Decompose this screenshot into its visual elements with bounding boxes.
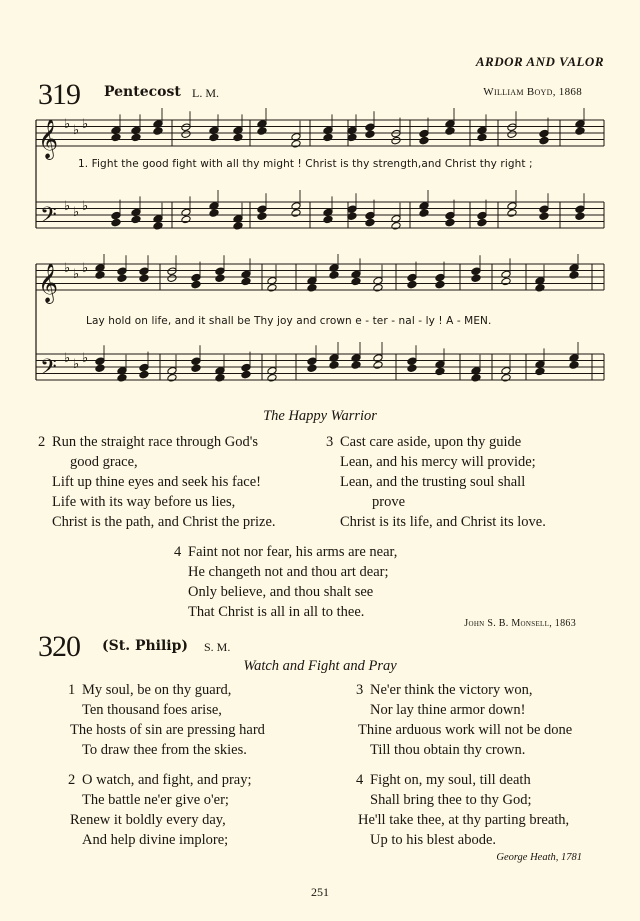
note-head xyxy=(329,264,339,273)
note-head xyxy=(351,361,361,370)
note-head xyxy=(435,273,445,282)
verse-line: Renew it boldly every day, xyxy=(70,812,226,828)
verse-line: He'll take thee, at thy parting breath, xyxy=(358,812,570,828)
note-head xyxy=(181,130,191,139)
treble-clef-icon: 𝄞 xyxy=(38,263,59,303)
verse-line: good grace, xyxy=(70,454,138,470)
note-head xyxy=(257,212,267,221)
verse-line: Nor lay thine armor down! xyxy=(370,702,526,718)
verse-line: Christ is the path, and Christ the prize. xyxy=(52,514,276,530)
section-heading: ARDOR AND VALOR xyxy=(475,54,604,69)
bass-clef-icon: 𝄢 xyxy=(40,355,57,385)
note-head xyxy=(191,273,201,282)
note-head xyxy=(191,364,201,373)
verse-1-320 xyxy=(68,680,265,760)
verse-line: Christ is its life, and Christ its love. xyxy=(340,514,546,530)
note-head xyxy=(233,133,243,142)
note-head xyxy=(323,215,333,224)
note-head xyxy=(95,364,105,373)
note-head xyxy=(181,215,191,224)
hymn-title-319: The Happy Warrior xyxy=(263,408,377,424)
note-head xyxy=(507,202,517,211)
note-head xyxy=(535,284,545,293)
note-head xyxy=(535,367,545,376)
note-head xyxy=(139,274,149,283)
note-head xyxy=(419,209,429,218)
note-head xyxy=(373,284,383,293)
verse-line: He changeth not and thou art dear; xyxy=(188,564,389,580)
verse-line: Lift up thine eyes and seek his face! xyxy=(52,474,261,490)
note-head xyxy=(191,280,201,289)
flat-icon: ♭ xyxy=(82,199,89,214)
note-head xyxy=(419,129,429,138)
verse-4-319 xyxy=(174,542,397,622)
note-head xyxy=(241,370,251,379)
verse-line: Run the straight race through God's xyxy=(52,434,258,450)
author-name: George Heath xyxy=(496,852,556,863)
verse-3-320 xyxy=(356,680,572,760)
note-head xyxy=(307,284,317,293)
note-head xyxy=(291,140,301,149)
lyric-line-2: Lay hold on life, and it shall be Thy joy and crown e - ter - nal - ly ! A - MEN. xyxy=(86,315,492,327)
note-head xyxy=(407,273,417,282)
note-head xyxy=(191,357,201,366)
meter-320: S. M. xyxy=(204,640,231,654)
note-head xyxy=(507,209,517,218)
note-head xyxy=(329,361,339,370)
note-head xyxy=(471,267,481,276)
verse-line: To draw thee from the skies. xyxy=(82,742,247,758)
note-head xyxy=(181,123,191,132)
verse-number: 4 xyxy=(174,544,182,560)
note-head xyxy=(257,127,267,136)
note-head xyxy=(539,129,549,138)
verse-line: The hosts of sin are pressing hard xyxy=(70,722,265,738)
verse-2-319 xyxy=(38,432,276,532)
note-head xyxy=(365,218,375,227)
note-head xyxy=(215,267,225,276)
hymn-title-320: Watch and Fight and Pray xyxy=(243,658,397,674)
verse-line: Ne'er think the victory won, xyxy=(370,682,533,698)
note-head xyxy=(139,370,149,379)
note-head xyxy=(131,215,141,224)
note-head xyxy=(241,277,251,286)
author-year: 1781 xyxy=(561,852,582,863)
note-head xyxy=(117,267,127,276)
note-head xyxy=(435,280,445,289)
note-head xyxy=(323,133,333,142)
note-head xyxy=(391,129,401,138)
hymn-number-319: 319 xyxy=(38,78,80,111)
flat-icon: ♭ xyxy=(82,261,89,276)
tune-name-st-philip: (St. Philip) xyxy=(102,638,189,654)
note-head xyxy=(445,127,455,136)
verse-3-319 xyxy=(326,432,546,532)
note-head xyxy=(391,136,401,145)
note-head xyxy=(117,274,127,283)
verse-line: Life with its way before us lies, xyxy=(52,494,236,510)
note-head xyxy=(365,123,375,132)
author-320: George Heath, 1781 xyxy=(496,852,582,863)
verse-number: 3 xyxy=(356,682,364,698)
verse-line: My soul, be on thy guard, xyxy=(82,682,232,698)
note-head xyxy=(153,120,163,129)
note-head xyxy=(257,205,267,214)
note-head xyxy=(365,211,375,220)
flat-icon: ♭ xyxy=(73,267,80,282)
note-head xyxy=(471,374,481,383)
flat-icon: ♭ xyxy=(64,117,71,132)
note-head xyxy=(507,130,517,139)
note-head xyxy=(435,367,445,376)
note-head xyxy=(569,354,579,363)
note-head xyxy=(215,374,225,383)
note-head xyxy=(351,354,361,363)
flat-icon: ♭ xyxy=(64,199,71,214)
note-head xyxy=(167,274,177,283)
flat-icon: ♭ xyxy=(73,357,80,372)
note-head xyxy=(307,357,317,366)
note-head xyxy=(167,374,177,383)
note-head xyxy=(209,133,219,142)
note-head xyxy=(167,267,177,276)
note-head xyxy=(215,274,225,283)
verse-line: Fight on, my soul, till death xyxy=(370,772,531,788)
verse-number: 1 xyxy=(68,682,76,698)
note-head xyxy=(575,127,585,136)
note-head xyxy=(419,136,429,145)
verse-line: That Christ is all in all to thee. xyxy=(188,604,365,620)
note-head xyxy=(477,133,487,142)
note-head xyxy=(507,123,517,132)
note-head xyxy=(209,209,219,218)
verse-number: 2 xyxy=(38,434,46,450)
author-319: John S. B. Monsell, 1863 xyxy=(464,618,576,629)
note-head xyxy=(407,357,417,366)
verse-line: Ten thousand foes arise, xyxy=(82,702,222,718)
flat-icon: ♭ xyxy=(73,205,80,220)
note-head xyxy=(365,130,375,139)
note-head xyxy=(445,218,455,227)
verse-line: O watch, and fight, and pray; xyxy=(82,772,252,788)
note-head xyxy=(477,211,487,220)
note-head xyxy=(111,133,121,142)
verse-number: 2 xyxy=(68,772,76,788)
note-head xyxy=(539,205,549,214)
meter-319: L. M. xyxy=(192,86,219,100)
note-head xyxy=(329,354,339,363)
lyric-line-1: 1. Fight the good fight with all thy might ! Christ is thy strength,and Christ thy right ; xyxy=(78,158,533,170)
note-head xyxy=(139,267,149,276)
verse-2-320 xyxy=(68,770,252,850)
note-head xyxy=(575,205,585,214)
note-head xyxy=(501,374,511,383)
tune-name-pentecost: Pentecost xyxy=(104,84,181,100)
verse-number: 4 xyxy=(356,772,364,788)
note-head xyxy=(139,363,149,372)
verse-line: The battle ne'er give o'er; xyxy=(82,792,229,808)
flat-icon: ♭ xyxy=(82,351,89,366)
note-head xyxy=(131,133,141,142)
note-head xyxy=(539,212,549,221)
note-head xyxy=(241,363,251,372)
flat-icon: ♭ xyxy=(73,123,80,138)
flat-icon: ♭ xyxy=(64,261,71,276)
note-head xyxy=(291,209,301,218)
composer-319: William Boyd, 1868 xyxy=(483,86,582,98)
verse-line: Till thou obtain thy crown. xyxy=(370,742,526,758)
music-staff-system-2 xyxy=(0,254,640,404)
verse-line: Only believe, and thou shalt see xyxy=(188,584,374,600)
verse-4-320 xyxy=(356,770,569,850)
note-head xyxy=(291,202,301,211)
page-number: 251 xyxy=(311,885,329,899)
note-head xyxy=(575,212,585,221)
bass-clef-icon: 𝄢 xyxy=(40,203,57,233)
note-head xyxy=(373,361,383,370)
note-head xyxy=(373,354,383,363)
note-head xyxy=(569,264,579,273)
verse-line: And help divine implore; xyxy=(82,832,229,848)
note-head xyxy=(257,120,267,129)
note-head xyxy=(307,364,317,373)
note-head xyxy=(539,136,549,145)
note-head xyxy=(569,271,579,280)
note-head xyxy=(407,364,417,373)
note-head xyxy=(569,361,579,370)
note-head xyxy=(391,222,401,231)
note-head xyxy=(153,127,163,136)
note-head xyxy=(477,218,487,227)
verse-line: Cast care aside, upon thy guide xyxy=(340,434,522,450)
hymn-number-320: 320 xyxy=(38,630,80,663)
verse-line: Thine arduous work will not be done xyxy=(358,722,573,738)
verse-line: Up to his blest abode. xyxy=(370,832,497,848)
note-head xyxy=(267,374,277,383)
note-head xyxy=(117,374,127,383)
note-head xyxy=(351,277,361,286)
flat-icon: ♭ xyxy=(82,117,89,132)
verse-line: Faint not nor fear, his arms are near, xyxy=(188,544,398,560)
note-head xyxy=(575,120,585,129)
note-head xyxy=(153,222,163,231)
note-head xyxy=(95,264,105,273)
flat-icon: ♭ xyxy=(64,351,71,366)
note-head xyxy=(501,277,511,286)
verse-line: Lean, and his mercy will provide; xyxy=(340,454,536,470)
treble-clef-icon: 𝄞 xyxy=(38,119,59,159)
note-head xyxy=(471,274,481,283)
note-head xyxy=(233,222,243,231)
note-head xyxy=(209,202,219,211)
verse-line: Lean, and the trusting soul shall xyxy=(340,474,526,490)
verse-line: prove xyxy=(372,494,406,510)
note-head xyxy=(95,357,105,366)
note-head xyxy=(95,271,105,280)
note-head xyxy=(407,280,417,289)
verse-number: 3 xyxy=(326,434,334,450)
note-head xyxy=(419,202,429,211)
note-head xyxy=(267,284,277,293)
note-head xyxy=(445,211,455,220)
note-head xyxy=(445,120,455,129)
note-head xyxy=(111,211,121,220)
note-head xyxy=(329,271,339,280)
verse-line: Shall bring thee to thy God; xyxy=(370,792,532,808)
note-head xyxy=(111,218,121,227)
